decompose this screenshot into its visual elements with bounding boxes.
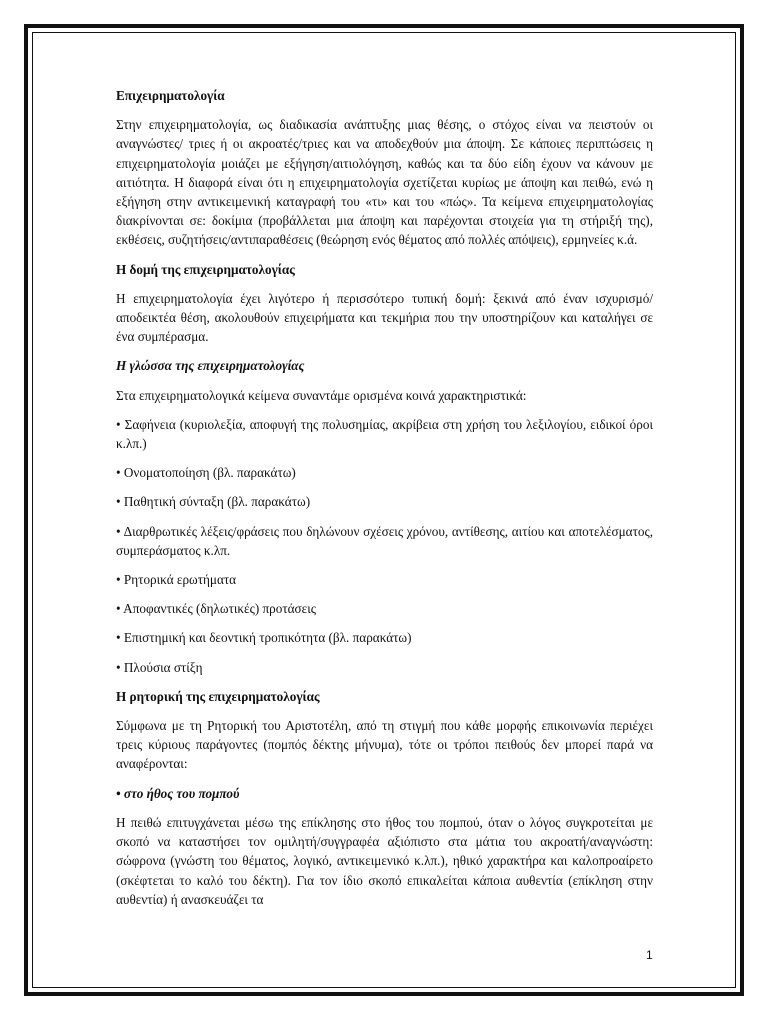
language-intro-paragraph: Στα επιχειρηματολογικά κείμενα συναντάμε ορισμένα κοινά χαρακτηριστικά: [116, 387, 527, 403]
section-heading-structure: Η δομή της επιχειρηματολογίας [116, 261, 295, 277]
page-number: 1 [646, 948, 653, 962]
rhetoric-paragraph: Σύμφωνα με τη Ρητορική του Αριστοτέλη, από τη στιγμή που κάθε μορφής επικοινωνία περιέχει τρεις κύριους παράγοντες (πομπός δέκτης μήνυμα), τότε οι τρόποι πειθούς δεν μπορεί παρά να αναφέρονται: [116, 718, 653, 772]
list-item: • Διαρθρωτικές λέξεις/φράσεις που δηλώνουν σχέσεις χρόνου, αντίθεσης, αιτίου και αποτελέσματος, συμπεράσματος κ.λπ. [116, 523, 653, 558]
section-heading-rhetoric: Η ρητορική της επιχειρηματολογίας [116, 688, 320, 704]
list-item: • Πλούσια στίξη [116, 659, 203, 675]
list-item: • Αποφαντικές (δηλωτικές) προτάσεις [116, 601, 316, 617]
ethos-paragraph: Η πειθώ επιτυγχάνεται μέσω της επίκλησης στο ήθος του πομπού, όταν ο λόγος συγκροτείται με σκοπό να καταστήσει τον ομιλητή/συγγραφέα αξιόπιστο στα μάτια του ακροατή/αναγνώστη: σώφρονα (γνώστη του θέματος, λογικό, αντικειμενικό κ.λπ.), ηθικό χαρακτήρα και καλοπροαίρετο (σκέφτεται το καλό του δέκτη). Για τον ίδιο σκοπό επικαλείται κάποια αυθεντία (επίκληση στην αυθεντία) ή ανασκευάζει τα [116, 814, 653, 907]
list-item: • Επιστημική και δεοντική τροπικότητα (βλ. παρακάτω) [116, 630, 412, 646]
section-heading-language: Η γλώσσα της επιχειρηματολογίας [116, 358, 305, 374]
intro-paragraph: Στην επιχειρηματολογία, ως διαδικασία ανάπτυξης μιας θέσης, ο στόχος είναι να πειστούν οι αναγνώστες/ τριες ή οι ακροατές/τριες και να αποδεχθούν μια άποψη. Σε κάποιες περιπτώσεις η επιχειρηματολογία μοιάζει με εξήγηση/αιτιολόγηση, καθώς και τα δύο είδη έχουν να κάνουν με αιτιότητα. Η διαφορά είναι ότι η επιχειρηματολογία σχετίζεται κυρίως με άποψη και πειθώ, ενώ η εξήγηση στην αντικειμενική καταγραφή του «τι» και του «πώς». Τα κείμενα επιχειρηματολογίας διακρίνονται σε: δοκίμια (προβάλλεται μια άποψη και παρέχονται στοιχεία για τη στήριξή της), εκθέσεις, συζητήσεις/αντιπαραθέσεις (θεώρηση ενός θέματος από πολλές απόψεις), ερμηνείες κ.ά. [116, 117, 653, 248]
list-item: • Σαφήνεια (κυριολεξία, αποφυγή της πολυσημίας, ακρίβεια στη χρήση του λεξιλογίου, ειδικοί όροι κ.λπ.) [116, 416, 653, 452]
subsection-heading-ethos: • στο ήθος του πομπού [116, 785, 240, 801]
features-list [116, 415, 653, 677]
list-item: • Ρητορικά ερωτήματα [116, 572, 237, 588]
list-item: • Ονοματοποίηση (βλ. παρακάτω) [116, 465, 296, 481]
structure-paragraph: Η επιχειρηματολογία έχει λιγότερο ή περισσότερο τυπική δομή: ξεκινά από έναν ισχυρισμό/αποδεικτέα θέση, ακολουθούν επιχειρήματα και τεκμήρια που την υποστηρίζουν και καταλήγει σε ένα συμπέρασμα. [116, 290, 653, 345]
document-title: Επιχειρηματολογία [116, 88, 225, 103]
list-item: • Παθητική σύνταξη (βλ. παρακάτω) [116, 494, 311, 510]
document-body [116, 86, 653, 919]
